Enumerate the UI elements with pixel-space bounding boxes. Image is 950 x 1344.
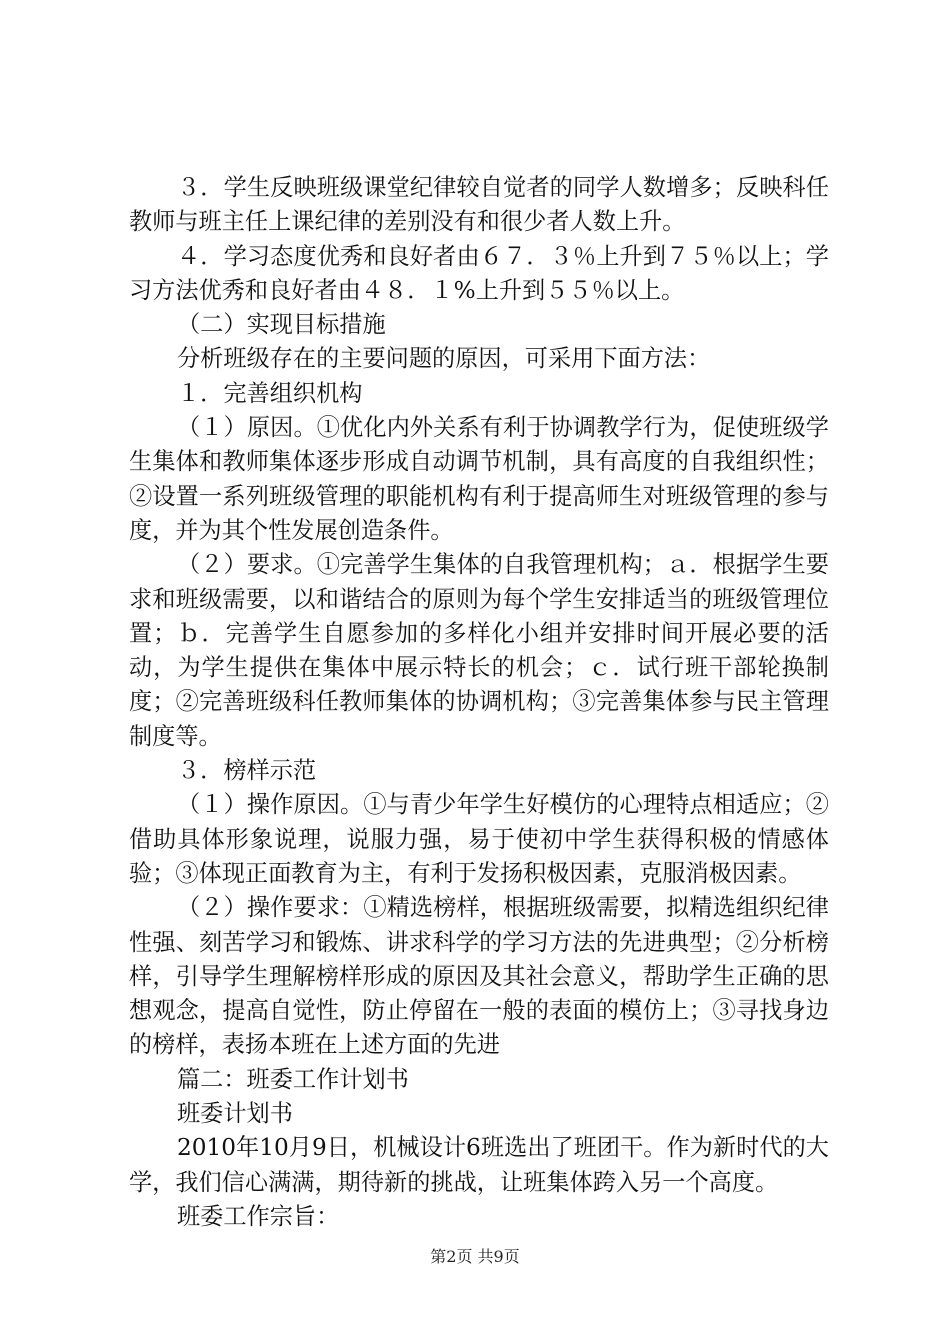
paragraph-organization-reason: （１）原因。①优化内外关系有利于协调教学行为，促使班级学生集体和教师集体逐步形成自动调节机制，具有高度的自我组织性；②设置一系列班级管理的职能机构有利于提高师生对班级管理的参与度，并为其个性发展创造条件。 <box>129 414 829 544</box>
paragraph-item-3: ３．学生反映班级课堂纪律较自觉者的同学人数增多；反映科任教师与班主任上课纪律的差别没有和很少者人数上升。 <box>129 174 829 236</box>
paragraph-role-model-reason: （１）操作原因。①与青少年学生好模仿的心理特点相适应；②借助具体形象说理，说服力强，易于使初中学生获得积极的情感体验；③体现正面教育为主，有利于发扬积极因素，克服消极因素。 <box>129 791 829 887</box>
paragraph-plan-intro: 2010年10月9日，机械设计6班选出了班团干。作为新时代的大学，我们信心满满，期待新的挑战，让班集体跨入另一个高度。 <box>129 1134 829 1196</box>
document-body <box>129 171 829 1234</box>
page-footer: 第2页 共9页 <box>430 1247 520 1266</box>
paragraph-plan-title: 班委计划书 <box>177 1100 293 1128</box>
section-heading-measures: （二）实现目标措施 <box>177 311 386 339</box>
paragraph-plan-purpose: 班委工作宗旨： <box>177 1202 340 1230</box>
subheading-role-model: ３．榜样示范 <box>177 757 317 785</box>
paragraph-analysis-intro: 分析班级存在的主要问题的原因，可采用下面方法： <box>177 345 711 373</box>
paragraph-role-model-requirement: （２）操作要求：①精选榜样，根据班级需要，拟精选组织纪律性强、刻苦学习和锻炼、讲求科学的学习方法的先进典型；②分析榜样，引导学生理解榜样形成的原因及其社会意义，帮助学生正确的思想观念，提高自觉性，防止停留在一般的表面的模仿上；③寻找身边的榜样，表扬本班在上述方面的先进 <box>129 894 829 1059</box>
section-heading-part-two: 篇二：班委工作计划书 <box>177 1065 409 1093</box>
subheading-organization: １．完善组织机构 <box>177 379 363 407</box>
paragraph-organization-requirement: （２）要求。①完善学生集体的自我管理机构；ａ．根据学生要求和班级需要，以和谐结合的原则为每个学生安排适当的班级管理位置；ｂ．完善学生自愿参加的多样化小组并安排时间开展必要的活动，为学生提供在集体中展示特长的机会；ｃ．试行班干部轮换制度；②完善班级科任教师集体的协调机构；③完善集体参与民主管理制度等。 <box>129 551 829 750</box>
paragraph-item-4: ４．学习态度优秀和良好者由６７．３％上升到７５％以上；学习方法优秀和良好者由４８．１%上升到５５％以上。 <box>129 242 829 304</box>
